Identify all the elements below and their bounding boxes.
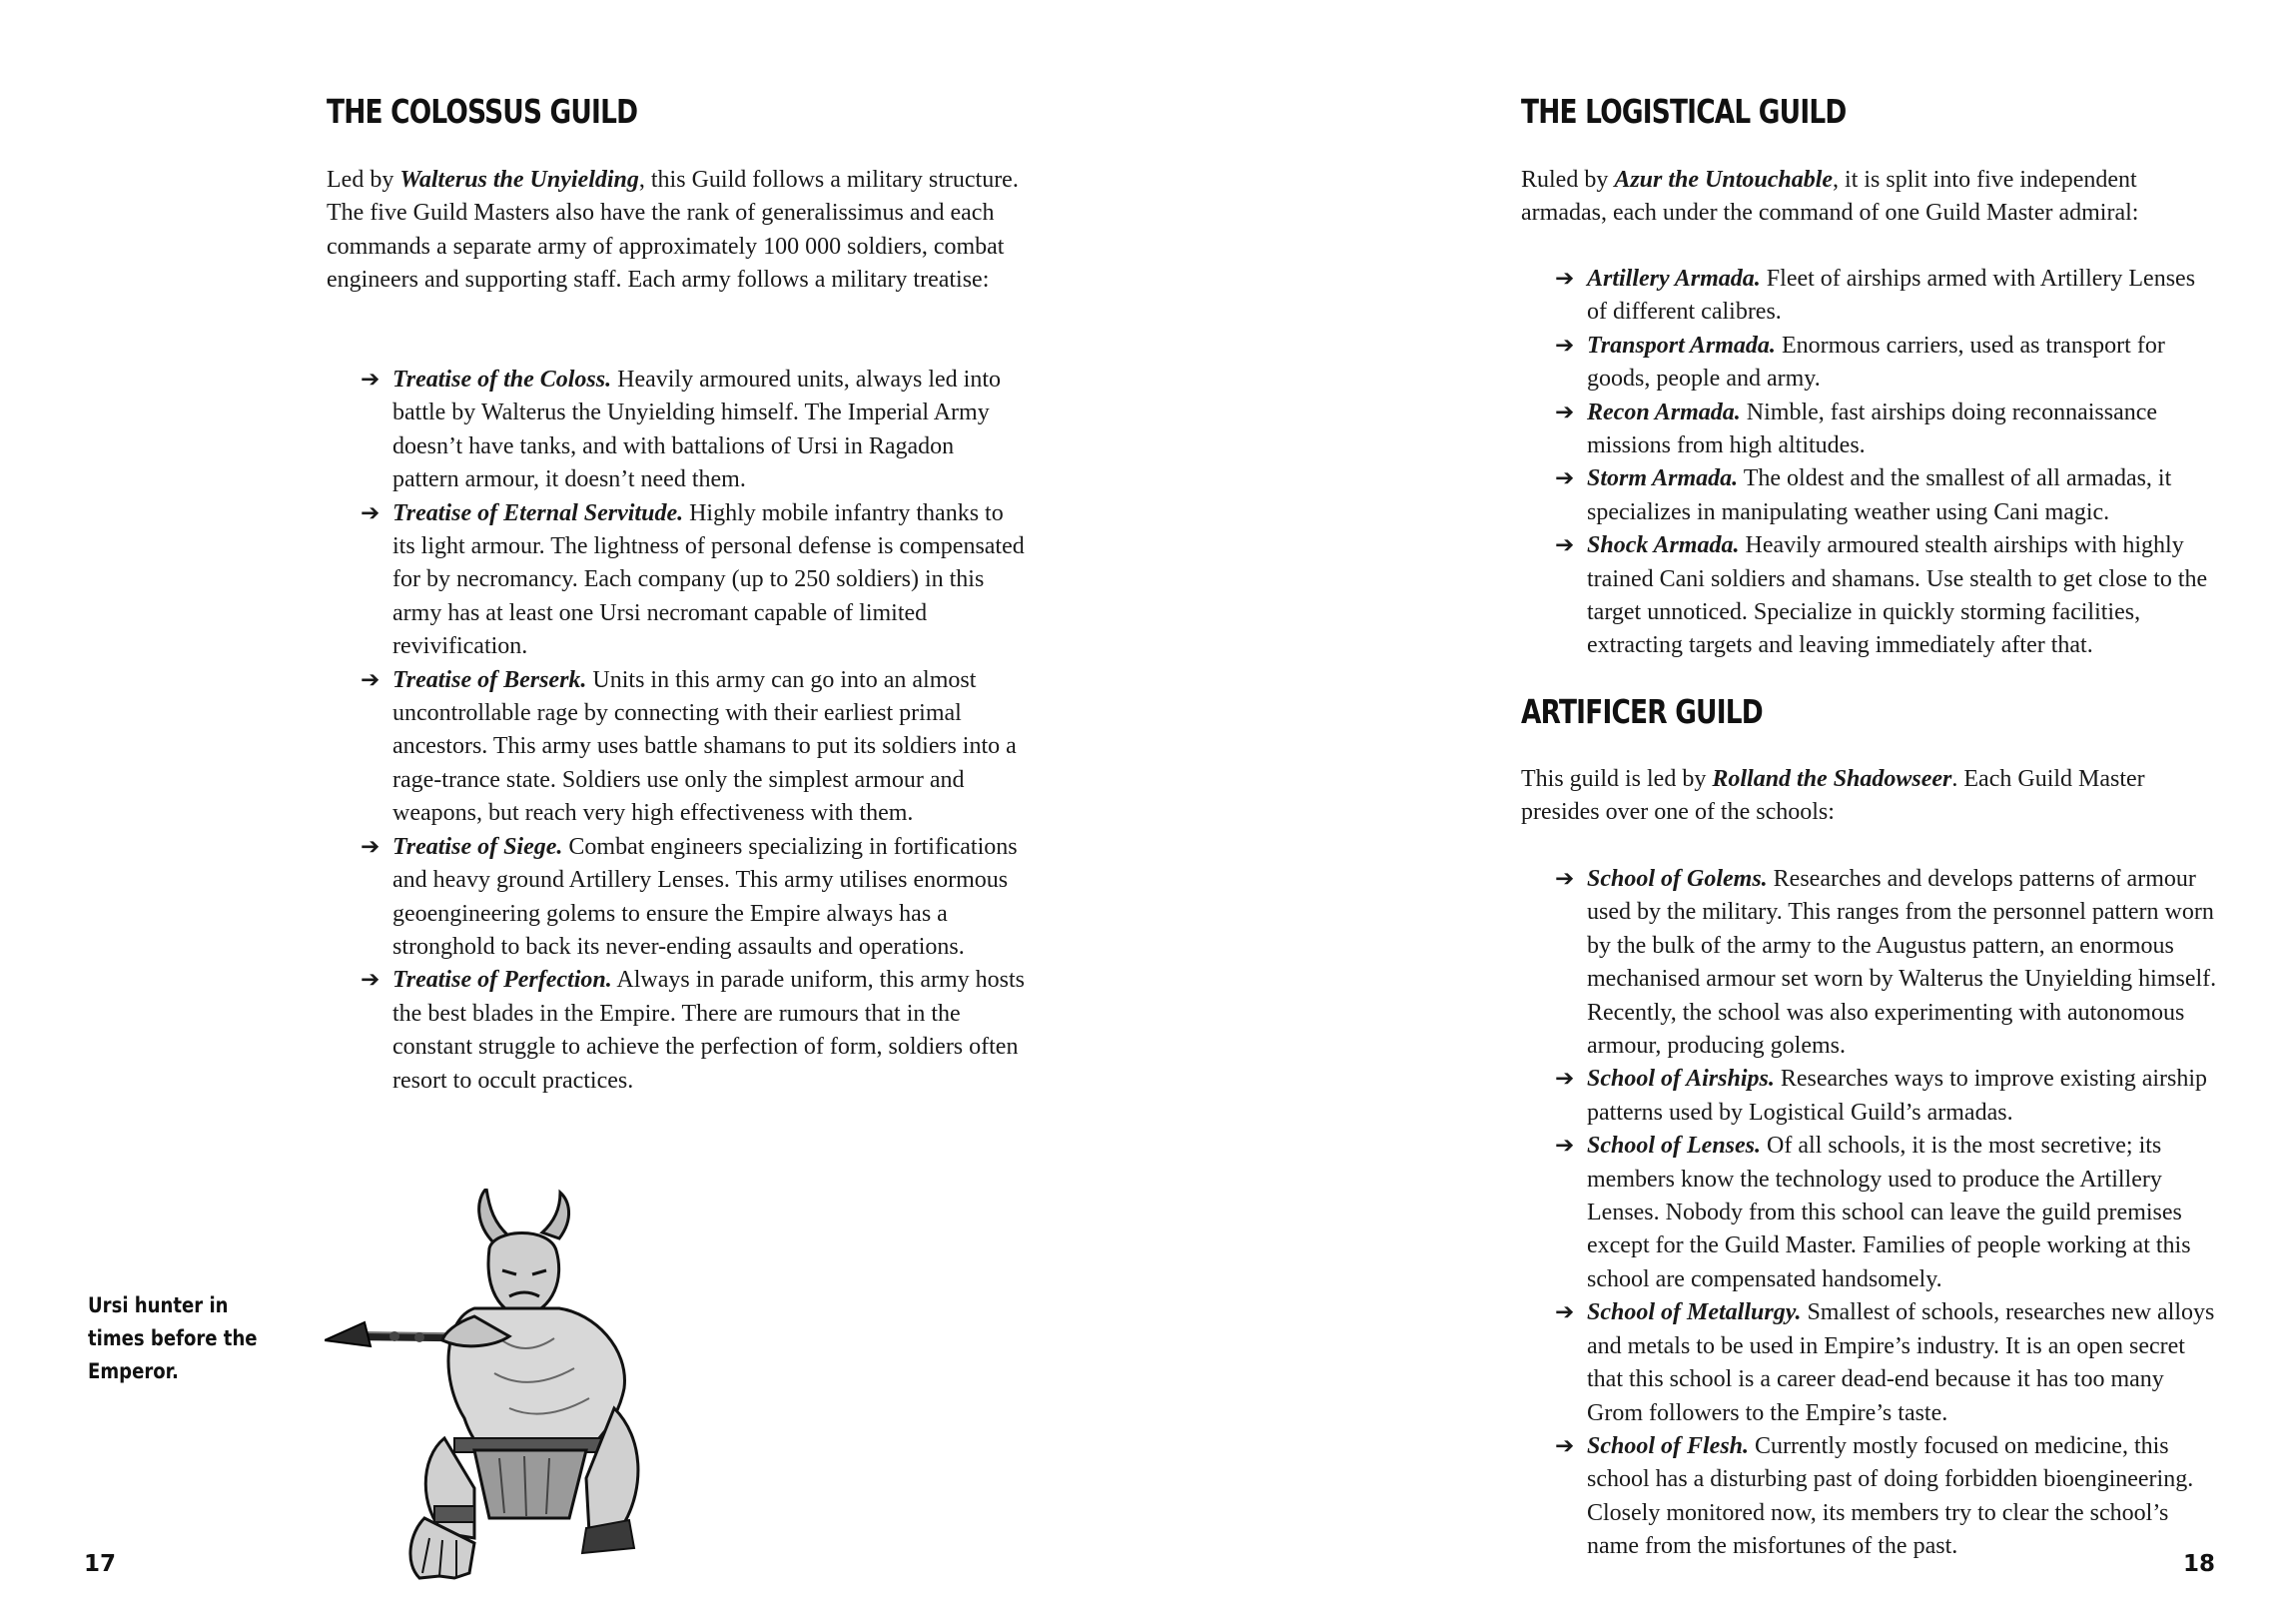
artificer-guild-heading: ARTIFICER GUILD [1521, 692, 1763, 731]
armada-list [1521, 263, 2220, 663]
right-arrow-icon: ➔ [361, 367, 381, 393]
right-arrow-icon: ➔ [361, 499, 381, 526]
right-arrow-icon: ➔ [1555, 266, 1575, 292]
colossus-guild-intro: Led by Walterus the Unyielding, this Guild follows a military structure. The five Guild Masters also have the rank of generalissimus and each commands a separate army of approximately 100 000 soldiers, combat engineers and supporting staff. Each army follows a military treatise: [327, 167, 1019, 294]
right-arrow-icon: ➔ [1555, 465, 1575, 492]
artificer-guild-intro: This guild is led by Rolland the Shadowseer. Each Guild Master presides over one of the schools: [1521, 766, 2145, 826]
right-arrow-icon: ➔ [1555, 1299, 1575, 1326]
list-item: ➔ Treatise of the Coloss. Heavily armoured units, always led into battle by Walterus the Unyielding himself. The Imperial Army doesn’t have tanks, and with battalions of Ursi in Ragadon pattern armour, it doesn’t need them. [327, 364, 1026, 497]
page-number-right: 18 [2183, 1551, 2216, 1577]
right-arrow-icon: ➔ [1555, 1133, 1575, 1160]
list-item: ➔ Treatise of Berserk. Units in this army can go into an almost uncontrollable rage by connecting with their earliest primal ancestors. This army uses battle shamans to put its soldiers into a rage-trance state. Soldiers use only the simplest armour and weapons, but reach very high effectiveness with them. [327, 664, 1026, 831]
list-item: ➔ School of Metallurgy. Smallest of schools, researches new alloys and metals to be used in Empire’s industry. It is an open secret that this school is a career dead-end because it has too many Grom followers to the Empire’s taste. [1521, 1296, 2220, 1430]
list-item: ➔ School of Golems. Researches and develops patterns of armour used by the military. This ranges from the personnel pattern worn by the bulk of the army to the Augustus pattern, an enormous mechanised armour set worn by Walterus the Unyielding himself. Recently, the school was also experimenting with autonomous armour, producing golems. [1521, 863, 2220, 1063]
ursi-hunter-illustration [325, 1189, 744, 1583]
list-item: ➔ Treatise of Perfection. Always in parade uniform, this army hosts the best blades in the Empire. There are rumours that in the constant struggle to achieve the perfection of form, soldiers often resort to occult practices. [327, 964, 1026, 1098]
list-item: ➔ School of Flesh. Currently mostly focused on medicine, this school has a disturbing past of doing forbidden bioengineering. Closely monitored now, its members try to clear the school’s name from the misfortunes of the past. [1521, 1430, 2220, 1564]
treatise-list [327, 364, 1026, 1098]
right-arrow-icon: ➔ [361, 833, 381, 860]
page-number-left: 17 [84, 1551, 117, 1577]
logistical-guild-heading: THE LOGISTICAL GUILD [1521, 92, 1847, 131]
right-arrow-icon: ➔ [361, 666, 381, 693]
list-item: ➔ Treatise of Eternal Servitude. Highly mobile infantry thanks to its light armour. The lightness of personal defense is compensated for by necromancy. Each company (up to 250 soldiers) in this army has at least one Ursi necromant capable of limited revivification. [327, 497, 1026, 664]
right-arrow-icon: ➔ [1555, 332, 1575, 359]
list-item: ➔ Treatise of Siege. Combat engineers specializing in fortifications and heavy ground Artillery Lenses. This army utilises enormous geoengineering golems to ensure the Empire always has a stronghold to back its never-ending assaults and operations. [327, 831, 1026, 965]
logistical-guild-intro: Ruled by Azur the Untouchable, it is split into five independent armadas, each under the command of one Guild Master admiral: [1521, 167, 2139, 227]
list-item: ➔ Recon Armada. Nimble, fast airships doing reconnaissance missions from high altitudes. [1521, 397, 2220, 463]
guild-leader-name: Walterus the Unyielding [399, 167, 639, 193]
list-item: ➔ Artillery Armada. Fleet of airships armed with Artillery Lenses of different calibres. [1521, 263, 2220, 330]
list-item: ➔ Transport Armada. Enormous carriers, used as transport for goods, people and army. [1521, 330, 2220, 397]
right-arrow-icon: ➔ [1555, 532, 1575, 559]
right-arrow-icon: ➔ [1555, 866, 1575, 892]
school-list [1521, 863, 2220, 1564]
colossus-guild-heading: THE COLOSSUS GUILD [327, 92, 638, 131]
right-arrow-icon: ➔ [361, 967, 381, 994]
list-item: ➔ Storm Armada. The oldest and the smallest of all armadas, it specializes in manipulating weather using Cani magic. [1521, 462, 2220, 529]
guild-leader-name: Azur the Untouchable [1614, 167, 1834, 193]
list-item: ➔ Shock Armada. Heavily armoured stealth airships with highly trained Cani soldiers and shamans. Use stealth to get close to the target unnoticed. Specialize in quickly storming facilities, extracting targets and leaving immediately after that. [1521, 529, 2220, 663]
list-item: ➔ School of Airships. Researches ways to improve existing airship patterns used by Logistical Guild’s armadas. [1521, 1063, 2220, 1130]
illustration-caption: Ursi hunter in times before the Emperor. [88, 1293, 258, 1383]
right-arrow-icon: ➔ [1555, 1432, 1575, 1459]
right-arrow-icon: ➔ [1555, 1066, 1575, 1093]
guild-leader-name: Rolland the Shadowseer [1712, 766, 1952, 792]
right-arrow-icon: ➔ [1555, 399, 1575, 425]
list-item: ➔ School of Lenses. Of all schools, it is the most secretive; its members know the technology used to produce the Artillery Lenses. Nobody from this school can leave the guild premises except for the Guild Master. Families of people working at this school are compensated handsomely. [1521, 1130, 2220, 1296]
